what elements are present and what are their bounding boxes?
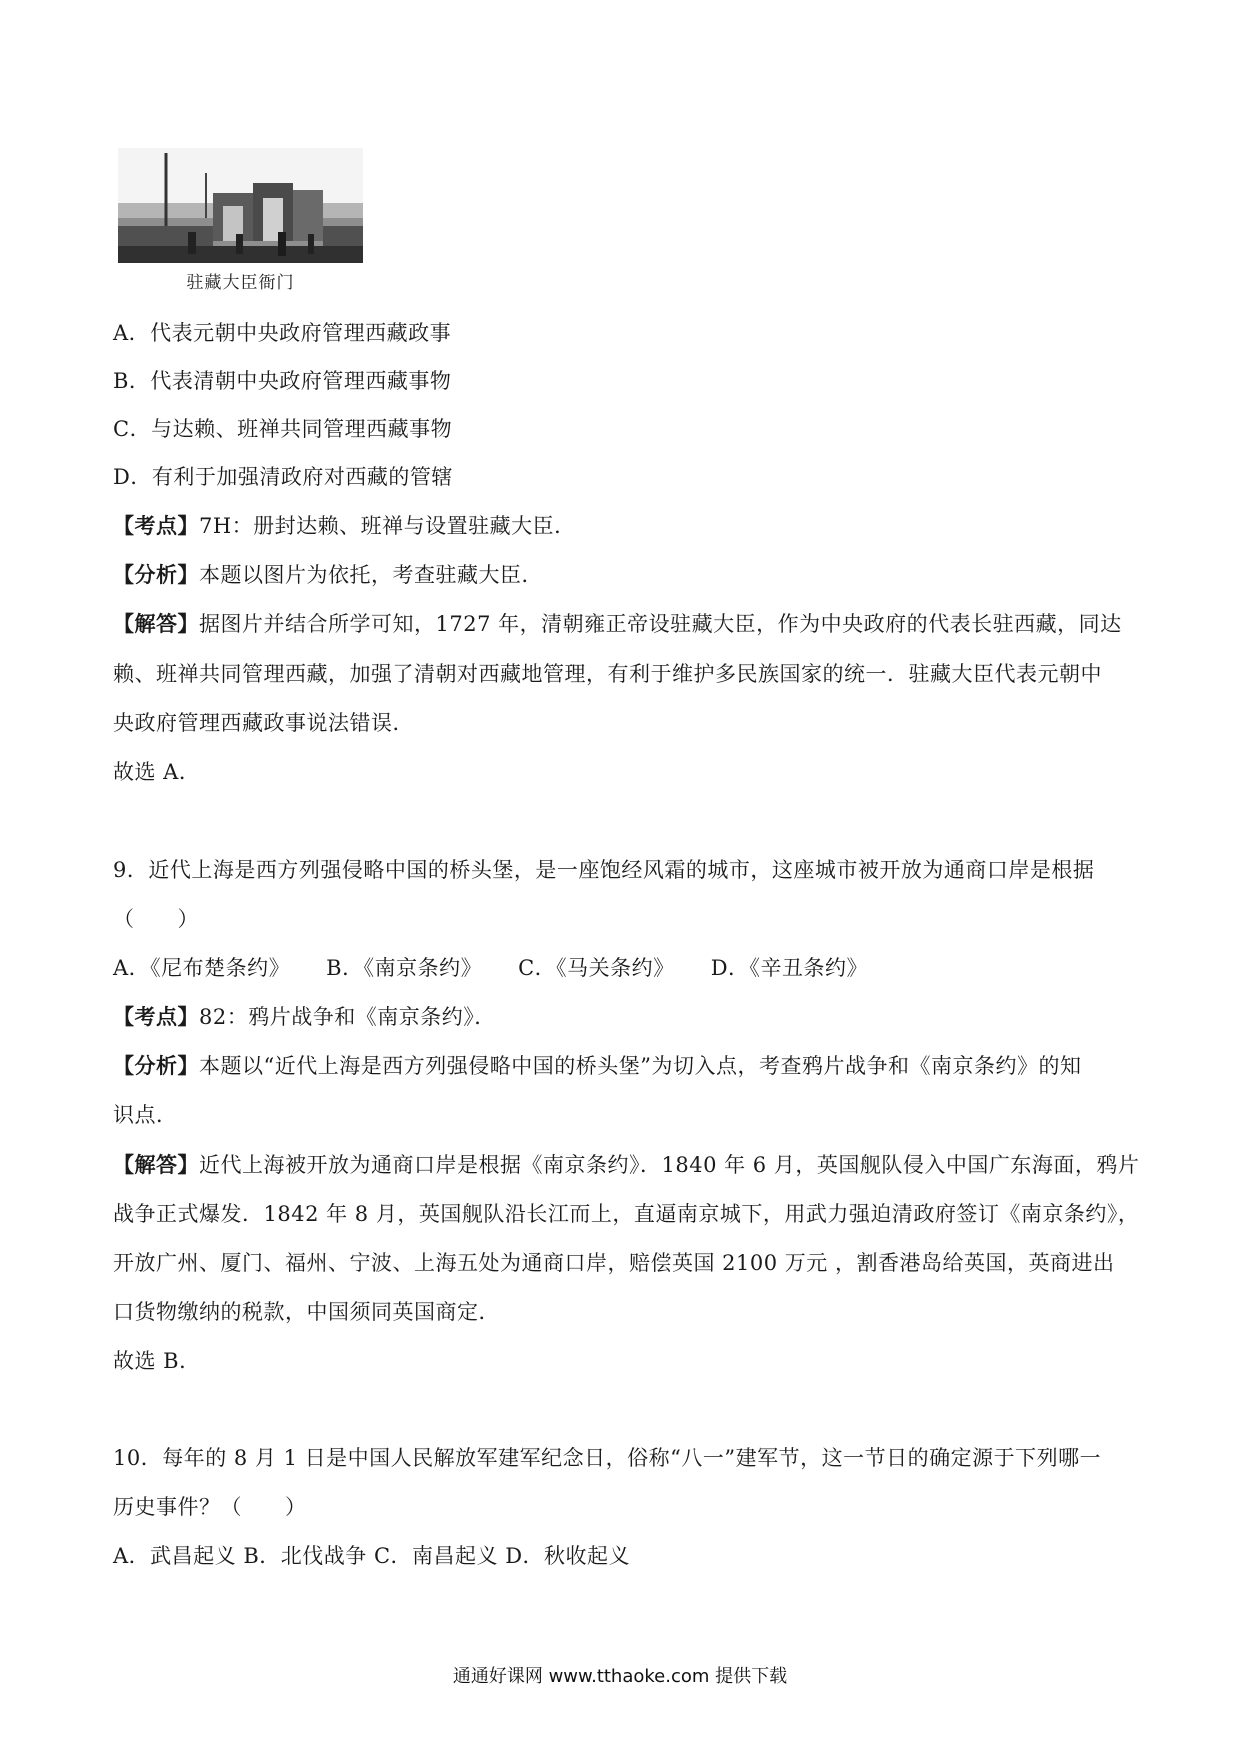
page-footer: 通通好课网 www.tthaoke.com 提供下载: [452, 1666, 788, 1687]
q10-stem: 10．每年的 8 月 1 日是中国人民解放军建军纪念日，俗称“八一”建军节，这一节日的确定源于下列哪一: [113, 1446, 1102, 1470]
figure-caption: 驻藏大臣衙门: [186, 273, 295, 293]
q9-jieda-line-2: 战争正式爆发．1842 年 8 月，英国舰队沿长江而上，直逼南京城下，用武力强迫清政府签订《南京条约》，: [113, 1202, 1140, 1226]
jieda-text: 据图片并结合所学可知，1727 年，清朝雍正帝设驻藏大臣，作为中央政府的代表长驻西藏，同达: [199, 612, 1122, 636]
q9-jieda: [113, 1150, 1139, 1180]
kaodian-label: 【考点】: [113, 1004, 199, 1029]
kaodian-text: 82：鸦片战争和《南京条约》．: [199, 1005, 496, 1029]
q8-jieda-line-2: 赖、班禅共同管理西藏，加强了清朝对西藏地管理，有利于维护多民族国家的统一．驻藏大臣代表元朝中: [113, 662, 1102, 686]
q9-fenxi-line-2: 识点．: [113, 1103, 178, 1127]
q8-option-c: C．与达赖、班禅共同管理西藏事物: [113, 417, 453, 441]
q8-option-a: A．代表元朝中央政府管理西藏政事: [113, 321, 452, 345]
q10-options: A．武昌起义 B．北伐战争 C．南昌起义 D．秋收起义: [113, 1544, 631, 1568]
q9-options: [113, 953, 868, 983]
q9-fenxi: [113, 1051, 1081, 1081]
kaodian-text: 7H：册封达赖、班禅与设置驻藏大臣．: [199, 514, 576, 538]
q9-stem-bracket: （ ）: [113, 907, 199, 931]
q8-option-d: D．有利于加强清政府对西藏的管辖: [113, 465, 453, 489]
q8-answer: 故选 A．: [113, 760, 201, 784]
q9-jieda-line-3: 开放广州、厦门、福州、宁波、上海五处为通商口岸，赔偿英国 2100 万元 ，割香港岛给英国，英商进出: [113, 1251, 1115, 1275]
q9-stem: 9．近代上海是西方列强侵略中国的桥头堡，是一座饱经风霜的城市，这座城市被开放为通商口岸是根据: [113, 858, 1095, 882]
q9-kaodian: [113, 1002, 496, 1032]
q8-jieda-line-3: 央政府管理西藏政事说法错误．: [113, 711, 414, 735]
q9-option-a: A．《尼布楚条约》: [113, 956, 291, 980]
jieda-text: 近代上海被开放为通商口岸是根据《南京条约》．1840 年 6 月，英国舰队侵入中国广东海面，鸦片: [199, 1153, 1140, 1177]
amban-office-photo: [118, 148, 363, 263]
kaodian-label: 【考点】: [113, 513, 199, 538]
q9-option-d: D．《辛丑条约》: [710, 956, 869, 980]
q9-jieda-line-4: 口货物缴纳的税款，中国须同英国商定．: [113, 1300, 500, 1324]
fenxi-label: 【分析】: [113, 1053, 199, 1078]
fenxi-text: 本题以“近代上海是西方列强侵略中国的桥头堡”为切入点，考查鸦片战争和《南京条约》的知: [199, 1054, 1082, 1078]
q9-option-b: B．《南京条约》: [326, 956, 483, 980]
q9-answer: 故选 B．: [113, 1349, 201, 1373]
fenxi-label: 【分析】: [113, 562, 199, 587]
jieda-label: 【解答】: [113, 1152, 199, 1177]
q9-option-c: C．《马关条约》: [518, 956, 675, 980]
q8-jieda: [113, 609, 1122, 639]
figure-amban-office: [118, 148, 363, 298]
jieda-label: 【解答】: [113, 611, 199, 636]
fenxi-text: 本题以图片为依托，考查驻藏大臣．: [199, 563, 543, 587]
q8-kaodian: [113, 511, 576, 541]
q10-stem-line-2: 历史事件？（ ）: [113, 1495, 307, 1519]
q8-option-b: B．代表清朝中央政府管理西藏事物: [113, 369, 452, 393]
q8-fenxi: [113, 560, 543, 590]
